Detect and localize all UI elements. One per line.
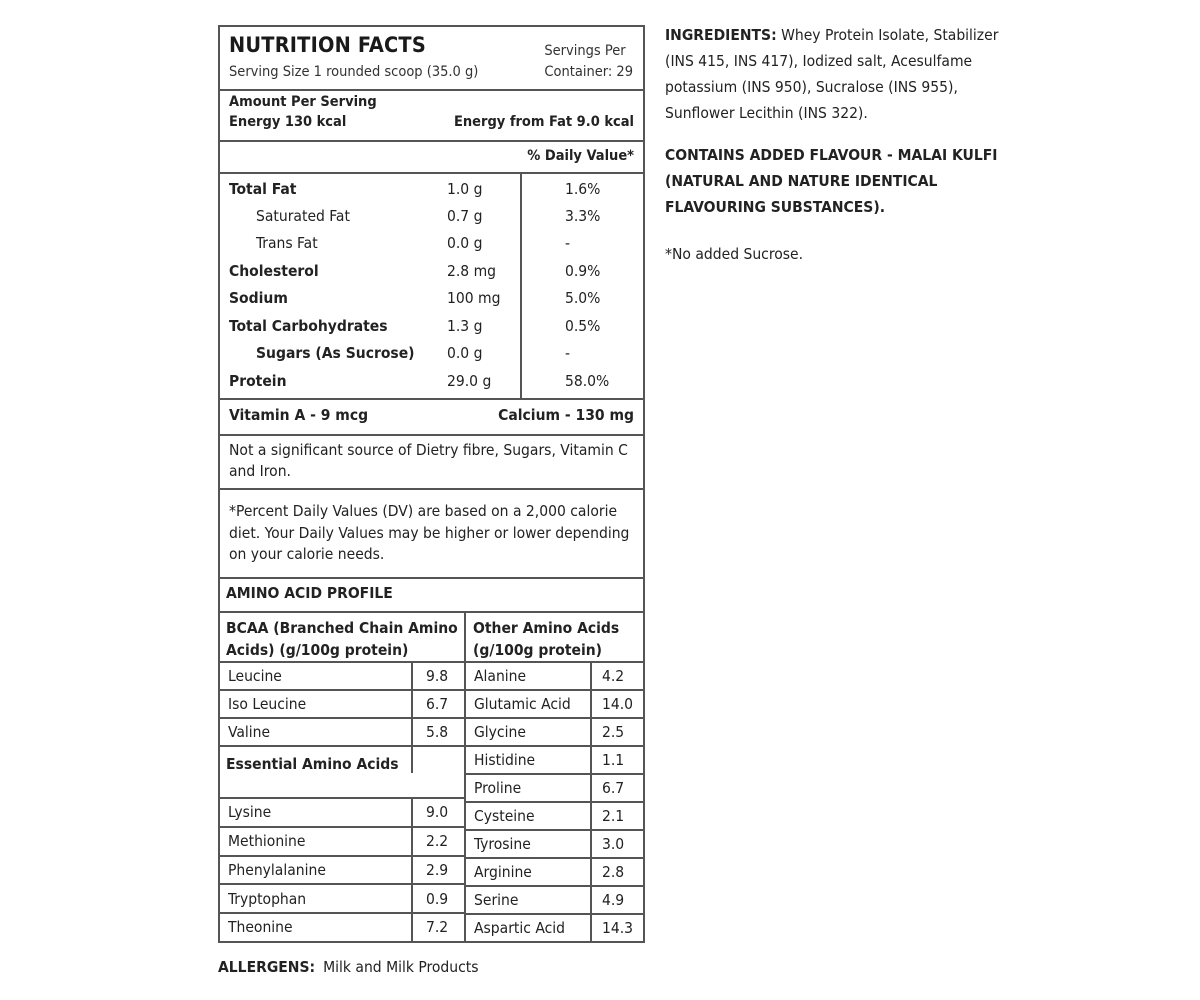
nutrient-quantity: 2.8 mg bbox=[447, 262, 497, 280]
nutrient-row bbox=[220, 368, 643, 395]
grid-line bbox=[220, 797, 466, 799]
nutrient-daily-value: 1.6% bbox=[565, 180, 601, 198]
ingredients-panel bbox=[665, 22, 1005, 267]
nutrient-name: Trans Fat bbox=[256, 234, 318, 252]
other-amino-value: 4.9 bbox=[602, 891, 625, 909]
other-amino-name: Alanine bbox=[474, 667, 527, 685]
essential-value: 7.2 bbox=[426, 918, 449, 936]
bcaa-header: BCAA (Branched Chain Amino Acids) (g/100g protein) bbox=[226, 619, 458, 659]
not-significant-text: Not a significant source of Dietry fibre, Sugars, Vitamin C and Iron. bbox=[229, 441, 628, 480]
bcaa-value: 6.7 bbox=[426, 695, 449, 713]
amount-per-serving-section bbox=[220, 89, 643, 142]
other-amino-name: Aspartic Acid bbox=[474, 919, 566, 937]
vitamin-a: Vitamin A - 9 mcg bbox=[229, 406, 369, 424]
other-amino-name: Cysteine bbox=[474, 807, 535, 825]
essential-value: 0.9 bbox=[426, 890, 449, 908]
grid-line bbox=[464, 717, 643, 719]
grid-line bbox=[464, 885, 643, 887]
allergens-line bbox=[218, 958, 479, 976]
essential-name: Lysine bbox=[228, 803, 272, 821]
grid-line bbox=[464, 689, 643, 691]
nutrient-name: Total Fat bbox=[229, 180, 297, 198]
essential-name: Tryptophan bbox=[228, 890, 307, 908]
label-header bbox=[220, 27, 643, 91]
allergens-text: Milk and Milk Products bbox=[323, 958, 479, 976]
nutrient-quantity: 1.3 g bbox=[447, 317, 483, 335]
other-amino-value: 1.1 bbox=[602, 751, 625, 769]
grid-line bbox=[220, 689, 466, 691]
amino-acid-table bbox=[220, 611, 643, 941]
nutrient-quantity: 1.0 g bbox=[447, 180, 483, 198]
other-amino-value: 14.3 bbox=[602, 919, 634, 937]
ingredients-text: Whey Protein Isolate, Stabilizer (INS 415, INS 417), Iodized salt, Acesulfame potassium (INS 950), Sucralose (INS 955), Sunflower Lecithin (INS 322). bbox=[665, 26, 999, 122]
nutrient-row bbox=[220, 203, 643, 230]
nutrient-name: Sugars (As Sucrose) bbox=[256, 344, 415, 362]
grid-line bbox=[220, 855, 466, 857]
grid-line bbox=[220, 745, 466, 747]
other-amino-value: 2.8 bbox=[602, 863, 625, 881]
nutrient-row bbox=[220, 230, 643, 257]
nutrient-quantity: 100 mg bbox=[447, 289, 501, 307]
vitamins-row bbox=[220, 398, 643, 436]
grid-line bbox=[220, 826, 466, 828]
nutrient-daily-value: - bbox=[565, 344, 571, 362]
grid-line bbox=[464, 661, 643, 663]
nutrient-row bbox=[220, 313, 643, 340]
essential-value: 2.9 bbox=[426, 861, 449, 879]
ingredients-label: INGREDIENTS: bbox=[665, 26, 777, 44]
other-amino-name: Glycine bbox=[474, 723, 526, 741]
allergens-label: ALLERGENS: bbox=[218, 958, 316, 976]
energy: Energy 130 kcal bbox=[229, 114, 347, 130]
daily-value-header-text: % Daily Value* bbox=[527, 148, 634, 164]
nutrient-daily-value: 5.0% bbox=[565, 289, 601, 307]
grid-line bbox=[220, 717, 466, 719]
other-amino-value: 3.0 bbox=[602, 835, 625, 853]
nutrient-daily-value: 3.3% bbox=[565, 207, 601, 225]
nutrient-daily-value: - bbox=[565, 234, 571, 252]
essential-name: Phenylalanine bbox=[228, 861, 326, 879]
essential-name: Methionine bbox=[228, 832, 306, 850]
other-amino-header: Other Amino Acids (g/100g protein) bbox=[473, 619, 620, 659]
percent-dv-section bbox=[220, 488, 643, 579]
servings-per-line2: Container: 29 bbox=[544, 64, 633, 80]
other-amino-value: 2.1 bbox=[602, 807, 625, 825]
grid-line bbox=[220, 883, 466, 885]
nutrient-row bbox=[220, 340, 643, 367]
essential-amino-header: Essential Amino Acids bbox=[226, 755, 399, 773]
other-amino-value: 4.2 bbox=[602, 667, 625, 685]
nutrient-name: Sodium bbox=[229, 289, 288, 307]
nutrient-row bbox=[220, 285, 643, 312]
other-amino-name: Histidine bbox=[474, 751, 536, 769]
other-amino-value: 2.5 bbox=[602, 723, 625, 741]
energy-from-fat: Energy from Fat 9.0 kcal bbox=[453, 114, 634, 130]
nutrients-table bbox=[220, 172, 643, 400]
bcaa-value: 5.8 bbox=[426, 723, 449, 741]
nutrient-name: Protein bbox=[229, 372, 287, 390]
amino-acid-header bbox=[220, 577, 643, 613]
essential-name: Theonine bbox=[228, 918, 293, 936]
amino-acid-header-text: AMINO ACID PROFILE bbox=[226, 584, 393, 602]
essential-value: 2.2 bbox=[426, 832, 449, 850]
ingredients-paragraph bbox=[665, 22, 1005, 126]
other-amino-name: Proline bbox=[474, 779, 522, 797]
nutrient-name: Saturated Fat bbox=[256, 207, 350, 225]
grid-line bbox=[220, 661, 466, 663]
other-amino-value: 14.0 bbox=[602, 695, 634, 713]
nutrient-row bbox=[220, 258, 643, 285]
grid-line bbox=[464, 913, 643, 915]
bcaa-name: Valine bbox=[228, 723, 271, 741]
other-amino-name: Tyrosine bbox=[474, 835, 531, 853]
other-amino-value: 6.7 bbox=[602, 779, 625, 797]
nutrient-daily-value: 58.0% bbox=[565, 372, 610, 390]
nutrient-daily-value: 0.5% bbox=[565, 317, 601, 335]
nutrient-row bbox=[220, 176, 643, 203]
bcaa-name: Iso Leucine bbox=[228, 695, 307, 713]
grid-line bbox=[411, 797, 413, 941]
calcium: Calcium - 130 mg bbox=[498, 406, 634, 424]
grid-line bbox=[464, 745, 643, 747]
not-significant-section bbox=[220, 434, 643, 490]
essential-value: 9.0 bbox=[426, 803, 449, 821]
servings-per-container bbox=[544, 41, 633, 83]
nutrient-name: Total Carbohydrates bbox=[229, 317, 388, 335]
nutrition-facts-label bbox=[218, 25, 645, 943]
nutrient-quantity: 0.0 g bbox=[447, 234, 483, 252]
grid-line bbox=[464, 801, 643, 803]
other-amino-name: Serine bbox=[474, 891, 519, 909]
nutrient-quantity: 0.7 g bbox=[447, 207, 483, 225]
grid-line bbox=[464, 857, 643, 859]
serving-size: Serving Size 1 rounded scoop (35.0 g) bbox=[229, 64, 479, 80]
servings-per-line1: Servings Per bbox=[544, 43, 626, 59]
bcaa-name: Leucine bbox=[228, 667, 282, 685]
bcaa-value: 9.8 bbox=[426, 667, 449, 685]
nutrient-quantity: 0.0 g bbox=[447, 344, 483, 362]
amount-per-serving: Amount Per Serving bbox=[229, 94, 377, 110]
nutrient-daily-value: 0.9% bbox=[565, 262, 601, 280]
daily-value-header bbox=[220, 140, 643, 174]
grid-line bbox=[220, 912, 466, 914]
no-added-sucrose: *No added Sucrose. bbox=[665, 245, 804, 263]
other-amino-name: Arginine bbox=[474, 863, 532, 881]
flavour-statement: CONTAINS ADDED FLAVOUR - MALAI KULFI (NATURAL AND NATURE IDENTICAL FLAVOURING SUBSTANCES). bbox=[665, 146, 998, 216]
grid-line bbox=[464, 773, 643, 775]
percent-dv-note: *Percent Daily Values (DV) are based on a 2,000 calorie diet. Your Daily Values may be higher or lower depending on your calorie needs. bbox=[229, 502, 630, 563]
nutrient-name: Cholesterol bbox=[229, 262, 319, 280]
other-amino-name: Glutamic Acid bbox=[474, 695, 571, 713]
nutrition-facts-title: NUTRITION FACTS bbox=[229, 33, 426, 58]
nutrient-quantity: 29.0 g bbox=[447, 372, 492, 390]
grid-line bbox=[464, 829, 643, 831]
